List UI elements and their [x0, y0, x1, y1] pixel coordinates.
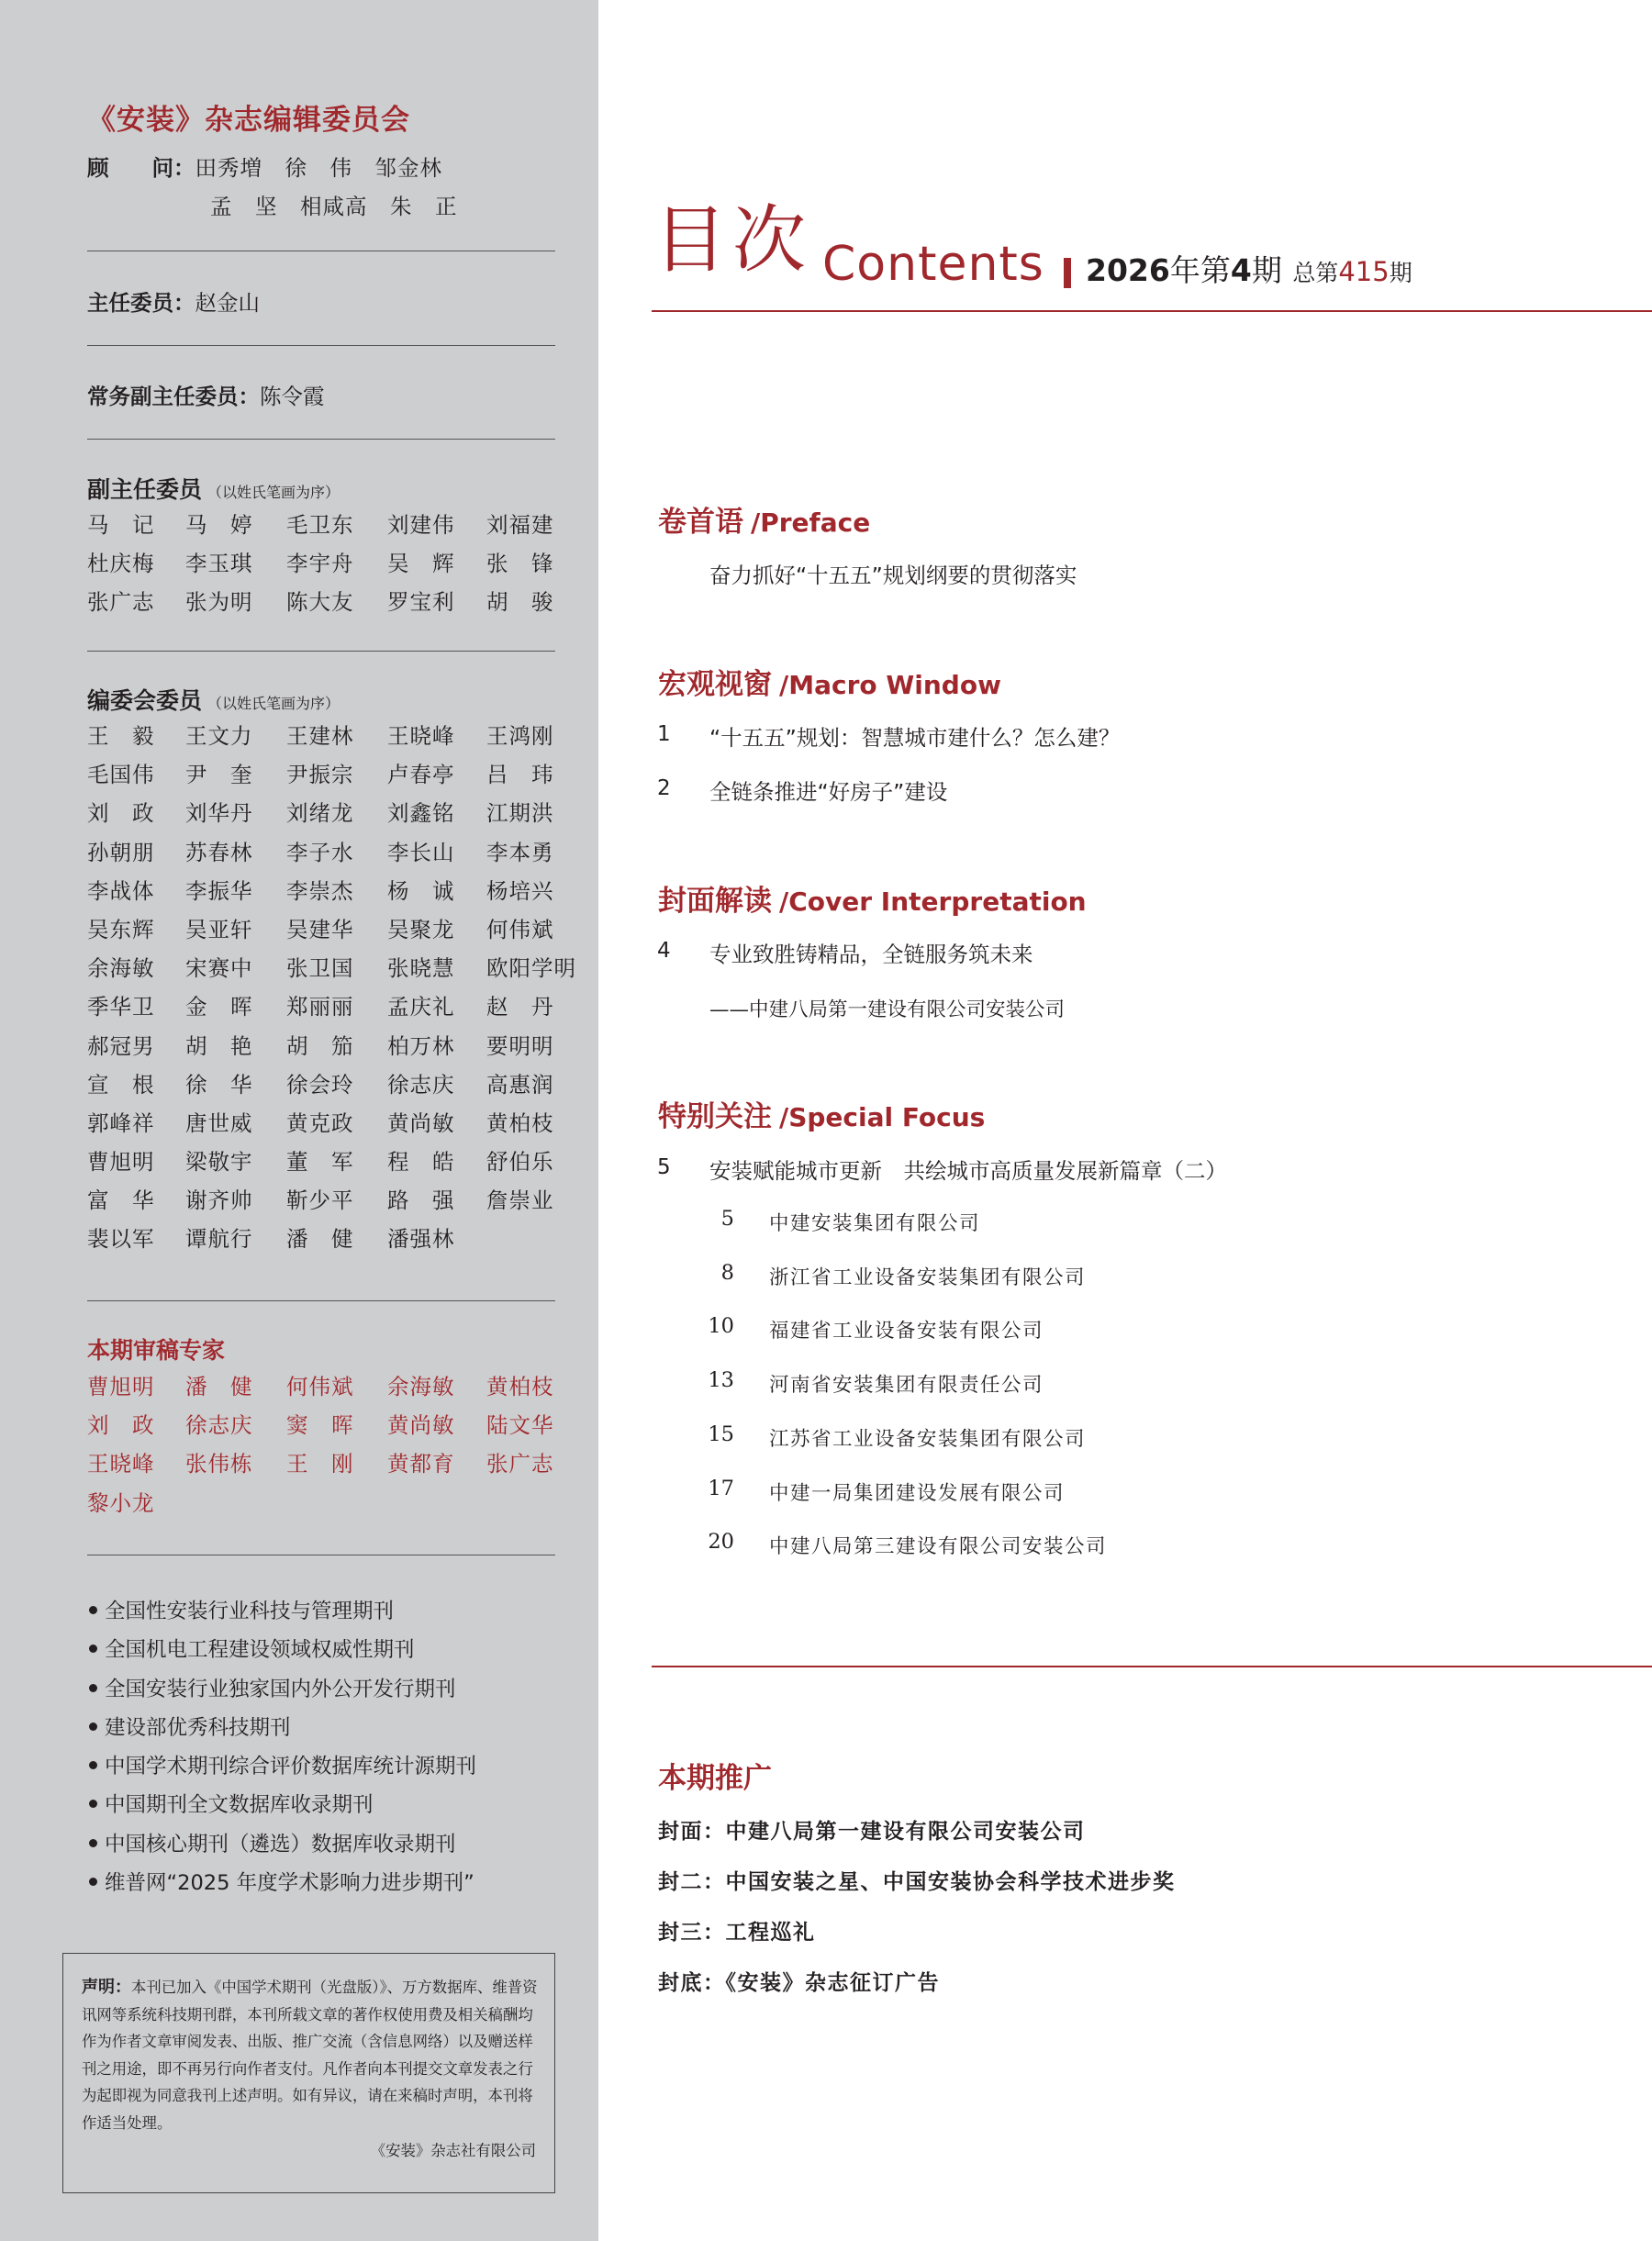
board-member-name: 詹崇业: [486, 1187, 554, 1214]
board-member-name: 靳少平: [286, 1187, 354, 1214]
board-member-name: 吴建华: [286, 916, 354, 942]
feature-text: 中国期刊全文数据库收录期刊: [105, 1793, 374, 1818]
board-member-name: 张晓慧: [387, 955, 455, 982]
article-page: 1: [657, 722, 671, 746]
expert-name: 黎小龙: [87, 1489, 155, 1516]
board-member-name: 苏春林: [185, 839, 253, 865]
board-member-name: 路 强: [387, 1187, 455, 1214]
board-member-name: 胡 艳: [185, 1032, 253, 1059]
bullet-icon: [89, 1723, 97, 1731]
experts-title: 本期审稿专家: [87, 1337, 226, 1364]
promotion-item: [658, 1865, 1176, 1895]
cover-article[interactable]: 专业致胜铸精品，全链服务筑未来: [709, 942, 1033, 967]
board-member-name: 徐会玲: [286, 1071, 354, 1098]
board-member-name: 毛国伟: [87, 762, 155, 788]
board-member-name: 胡 笳: [286, 1032, 354, 1059]
bullet-icon: [89, 1800, 97, 1808]
editorial-sidebar: [0, 0, 598, 2241]
deputy-name: 胡 骏: [486, 589, 554, 616]
board-member-name: 富 华: [87, 1187, 155, 1214]
board-member-name: 吴东辉: [87, 916, 155, 942]
notice-text: 本刊已加入《中国学术期刊（光盘版）》、万方数据库、维普资讯网等系统科技期刊群，本刊所载文章的著作权使用费及相关稿酬均作为作者文章审阅发表、出版、推广交流（含信息网络）以及赠送样刊之用途，即不再另行向作者支付。凡作者向本刊提交文章发表之行为起即视为同意我刊上述声明。如有异议，请在来稿时声明，本刊将作适当处理。: [82, 1979, 538, 2132]
board-member-name: 舒伯乐: [486, 1149, 554, 1176]
bullet-icon: [89, 1684, 97, 1692]
advisor-names-1: 田秀増 徐 伟 邹金林: [195, 155, 442, 181]
board-member-name: 季华卫: [87, 994, 155, 1020]
promotion-label: 封二：: [658, 1869, 726, 1894]
feature-text: 全国机电工程建设领域权威性期刊: [105, 1638, 415, 1663]
deputy-name: 刘福建: [486, 512, 554, 538]
macro-article[interactable]: 全链条推进“好房子”建设: [709, 779, 948, 805]
feature-item: [89, 1670, 476, 1709]
board-member-name: 尹 奎: [185, 762, 253, 788]
promotion-title: 本期推广: [658, 1762, 772, 1795]
feature-text: 维普网“2025 年度学术影响力进步期刊”: [105, 1871, 474, 1896]
advisor-label: 顾 问: [87, 155, 173, 181]
board-member-name: 董 军: [286, 1149, 354, 1176]
bullet-icon: [89, 1645, 97, 1653]
deputy-name: 吴 辉: [387, 551, 455, 577]
expert-name: 黄都育: [387, 1451, 455, 1477]
expert-name: 余海敏: [387, 1374, 455, 1399]
deputy-name: 张为明: [185, 589, 253, 616]
board-title: 编委会委员 （以姓氏笔画为序）: [87, 687, 340, 714]
board-member-name: 杨培兴: [486, 877, 554, 904]
copyright-notice: 声明：本刊已加入《中国学术期刊（光盘版）》、万方数据库、维普资讯网等系统科技期刊群，本刊所载文章的著作权使用费及相关稿酬均作为作者文章审阅发表、出版、推广交流（含信息网络）以及赠送样刊之用途，即不再另行向作者支付。凡作者向本刊提交文章发表之行为起即视为同意我刊上述声明。如有异议，请在来稿时声明，本刊将作适当处理。 《安装》杂志社有限公司: [62, 1953, 555, 2193]
board-member-name: 吴聚龙: [387, 916, 455, 942]
divider: [87, 345, 555, 346]
bullet-icon: [89, 1761, 97, 1769]
board-member-name: 黄克政: [286, 1109, 354, 1136]
sub-article-company[interactable]: 江苏省工业设备安装集团有限公司: [769, 1428, 1087, 1451]
promotion-label: 封三：: [658, 1920, 726, 1945]
board-member-name: 刘绪龙: [286, 800, 354, 827]
order-note: （以姓氏笔画为序）: [207, 484, 340, 501]
sub-article-company[interactable]: 浙江省工业设备安装集团有限公司: [769, 1266, 1087, 1289]
notice-signature: 《安装》杂志社有限公司: [370, 2141, 536, 2159]
sub-article-page: 8: [720, 1261, 734, 1285]
board-member-name: 王晓峰: [387, 723, 455, 749]
board-member-name: 郭峰祥: [87, 1109, 155, 1136]
board-member-name: 潘 健: [286, 1226, 354, 1253]
feature-item: [89, 1709, 476, 1747]
board-member-name: 裴以军: [87, 1226, 155, 1253]
section-focus-heading: 特别关注 /Special Focus: [658, 1100, 986, 1133]
board-member-name: 程 皓: [387, 1149, 455, 1176]
notice-label: 声明: [82, 1978, 115, 1997]
sub-article-page: 10: [708, 1314, 734, 1338]
board-member-name: 谢齐帅: [185, 1187, 253, 1214]
expert-name: 黄柏枝: [486, 1374, 554, 1399]
board-member-name: 要明明: [486, 1032, 554, 1059]
feature-text: 中国核心期刊（遴选）数据库收录期刊: [105, 1832, 456, 1856]
contents-title-cn: 目次: [653, 197, 811, 283]
expert-name: 何伟斌: [286, 1374, 354, 1399]
promotion-item: [658, 1966, 940, 1996]
board-member-name: 黄柏枝: [486, 1109, 554, 1136]
board-member-name: 江期洪: [486, 800, 554, 827]
sub-article-company[interactable]: 中建一局集团建设发展有限公司: [769, 1482, 1066, 1505]
expert-name: 王晓峰: [87, 1451, 155, 1477]
board-member-name: 李战体: [87, 877, 155, 904]
board-member-name: 何伟斌: [486, 916, 554, 942]
feature-text: 中国学术期刊综合评价数据库统计源期刊: [105, 1755, 477, 1779]
board-member-name: 金 晖: [185, 994, 253, 1020]
macro-article[interactable]: “十五五”规划：智慧城市建什么？怎么建？: [709, 725, 1121, 751]
deputy-name: 刘建伟: [387, 512, 455, 538]
board-member-name: 杨 诚: [387, 877, 455, 904]
board-member-name: 孙朝朋: [87, 839, 155, 865]
director-name: 赵金山: [195, 290, 260, 316]
feature-text: 建设部优秀科技期刊: [105, 1715, 291, 1740]
board-member-name: 王鸿刚: [486, 723, 554, 749]
deputy-name: 马 婷: [185, 512, 253, 538]
total-issue-number: 415: [1338, 256, 1390, 287]
board-member-name: 王建林: [286, 723, 354, 749]
board-member-name: 李子水: [286, 839, 354, 865]
sub-article-page: 17: [708, 1477, 734, 1500]
deputy-name: 杜庆梅: [87, 551, 155, 577]
deputy-name: 马 记: [87, 512, 155, 538]
editorial-board-title: 《安装》杂志编辑委员会: [87, 104, 410, 137]
expert-name: 刘 政: [87, 1412, 155, 1439]
board-member-name: 刘华丹: [185, 800, 253, 827]
expert-name: 潘 健: [185, 1374, 253, 1399]
deputy-title: 副主任委员 （以姓氏笔画为序）: [87, 476, 340, 503]
article-page: 2: [657, 776, 671, 800]
feature-item: [89, 1631, 476, 1669]
board-member-name: 唐世威: [185, 1109, 253, 1136]
feature-text: 全国安装行业独家国内外公开发行期刊: [105, 1677, 456, 1701]
deputy-list: [87, 506, 583, 622]
promotion-item: [658, 1814, 1086, 1845]
focus-article[interactable]: 安装赋能城市更新 共绘城市高质量发展新篇章（二）: [709, 1158, 1227, 1184]
deputy-name: 李宇舟: [286, 551, 354, 577]
promotion-label: 封面：: [658, 1819, 726, 1844]
bullet-icon: [89, 1878, 97, 1886]
issue-info: 2026年第4期 总第415期: [1086, 252, 1412, 288]
sub-article-page: 15: [708, 1422, 734, 1446]
expert-name: 曹旭明: [87, 1374, 155, 1399]
deputy-name: 张 锋: [486, 551, 554, 577]
board-member-name: 郝冠男: [87, 1032, 155, 1059]
director-label: 主任委员: [87, 290, 173, 316]
board-member-name: 李振华: [185, 877, 253, 904]
board-member-name: 欧阳学明: [486, 955, 576, 982]
promotion-text: 工程巡礼: [725, 1920, 816, 1945]
board-member-name: 梁敬宇: [185, 1149, 253, 1176]
board-member-name: 赵 丹: [486, 994, 554, 1020]
article-page: 5: [657, 1155, 671, 1179]
promotion-text: 中建八局第一建设有限公司安装公司: [725, 1819, 1086, 1844]
section-macro-heading: 宏观视窗 /Macro Window: [658, 668, 1001, 701]
board-member-name: 宣 根: [87, 1071, 155, 1098]
cover-article-company: ——中建八局第一建设有限公司安装公司: [709, 998, 1066, 1021]
preface-article[interactable]: 奋力抓好“十五五”规划纲要的贯彻落实: [709, 563, 1077, 588]
board-member-name: 潘强林: [387, 1226, 455, 1253]
bullet-icon: [89, 1606, 97, 1614]
board-member-name: 余海敏: [87, 955, 155, 982]
board-member-name: 李崇杰: [286, 877, 354, 904]
sub-article-company[interactable]: 福建省工业设备安装有限公司: [769, 1320, 1044, 1343]
feature-item: [89, 1864, 476, 1902]
board-member-name: 王文力: [185, 723, 253, 749]
board-member-name: 吕 玮: [486, 762, 554, 788]
sub-article-page: 13: [708, 1368, 734, 1392]
divider: [87, 439, 555, 440]
board-member-name: 卢春亭: [387, 762, 455, 788]
section-cover-heading: 封面解读 /Cover Interpretation: [658, 885, 1087, 918]
exec-deputy-label: 常务副主任委员: [87, 384, 239, 409]
board-member-name: 徐志庆: [387, 1071, 455, 1098]
advisor-line-1: 顾 问：田秀増 徐 伟 邹金林: [87, 155, 442, 181]
expert-name: 陆文华: [486, 1412, 554, 1439]
board-member-name: 刘鑫铭: [387, 800, 455, 827]
deputy-name: 罗宝利: [387, 589, 455, 616]
sub-article-company[interactable]: 中建八局第三建设有限公司安装公司: [769, 1535, 1108, 1558]
feature-item: [89, 1592, 476, 1631]
feature-text: 全国性安装行业科技与管理期刊: [105, 1600, 395, 1623]
board-member-name: 李本勇: [486, 839, 554, 865]
expert-name: 黄尚敏: [387, 1412, 455, 1439]
feature-item: [89, 1825, 476, 1864]
feature-item: [89, 1747, 476, 1786]
exec-deputy-line: 常务副主任委员：陈令霞: [87, 384, 325, 409]
expert-name: 王 刚: [286, 1451, 354, 1477]
advisor-names-2: 孟 坚 相咸高 朱 正: [210, 194, 458, 219]
bullet-icon: [89, 1839, 97, 1847]
board-member-name: 宋赛中: [185, 955, 253, 982]
board-member-name: 吴亚轩: [185, 916, 253, 942]
experts-list: [87, 1367, 583, 1522]
sub-article-page: 5: [720, 1207, 734, 1231]
board-member-name: 刘 政: [87, 800, 155, 827]
sub-article-page: 20: [708, 1530, 734, 1554]
promotion-text: 《安装》杂志征订广告: [725, 1970, 940, 1995]
board-member-name: 王 毅: [87, 723, 155, 749]
board-member-name: 李长山: [387, 839, 455, 865]
board-member-name: 柏万林: [387, 1032, 455, 1059]
feature-item: [89, 1786, 476, 1824]
deputy-name: 张广志: [87, 589, 155, 616]
board-list: [87, 717, 583, 1259]
issue-marker: [1064, 258, 1071, 288]
deputy-name: 毛卫东: [286, 512, 354, 538]
board-member-name: 张卫国: [286, 955, 354, 982]
sub-article-company[interactable]: 河南省安装集团有限责任公司: [769, 1374, 1044, 1397]
board-member-name: 黄尚敏: [387, 1109, 455, 1136]
board-member-name: 高惠润: [486, 1071, 554, 1098]
expert-name: 张伟栋: [185, 1451, 253, 1477]
board-member-name: 孟庆礼: [387, 994, 455, 1020]
header-rule: [652, 310, 1652, 312]
section-rule: [652, 1666, 1652, 1667]
expert-name: 徐志庆: [185, 1412, 253, 1439]
expert-name: 窦 晖: [286, 1412, 354, 1439]
article-page: 4: [657, 939, 671, 963]
director-line: 主任委员：赵金山: [87, 290, 260, 316]
board-member-name: 谭航行: [185, 1226, 253, 1253]
order-note: （以姓氏笔画为序）: [207, 695, 340, 712]
expert-name: 张广志: [486, 1451, 554, 1477]
promotion-text: 中国安装之星、中国安装协会科学技术进步奖: [725, 1869, 1176, 1894]
board-member-name: 徐 华: [185, 1071, 253, 1098]
promotion-item: [658, 1915, 816, 1946]
board-member-name: 曹旭明: [87, 1149, 155, 1176]
exec-deputy-name: 陈令霞: [260, 384, 325, 409]
board-member-name: 郑丽丽: [286, 994, 354, 1020]
board-member-name: 尹振宗: [286, 762, 354, 788]
divider: [87, 651, 555, 652]
sub-article-company[interactable]: 中建安装集团有限公司: [769, 1212, 981, 1235]
journal-features: [89, 1592, 476, 1902]
deputy-name: 李玉琪: [185, 551, 253, 577]
deputy-name: 陈大友: [286, 589, 354, 616]
section-preface-heading: 卷首语 /Preface: [658, 506, 871, 539]
promotion-label: 封底：: [658, 1970, 726, 1995]
divider: [87, 1300, 555, 1301]
contents-title-en: Contents: [822, 237, 1044, 292]
